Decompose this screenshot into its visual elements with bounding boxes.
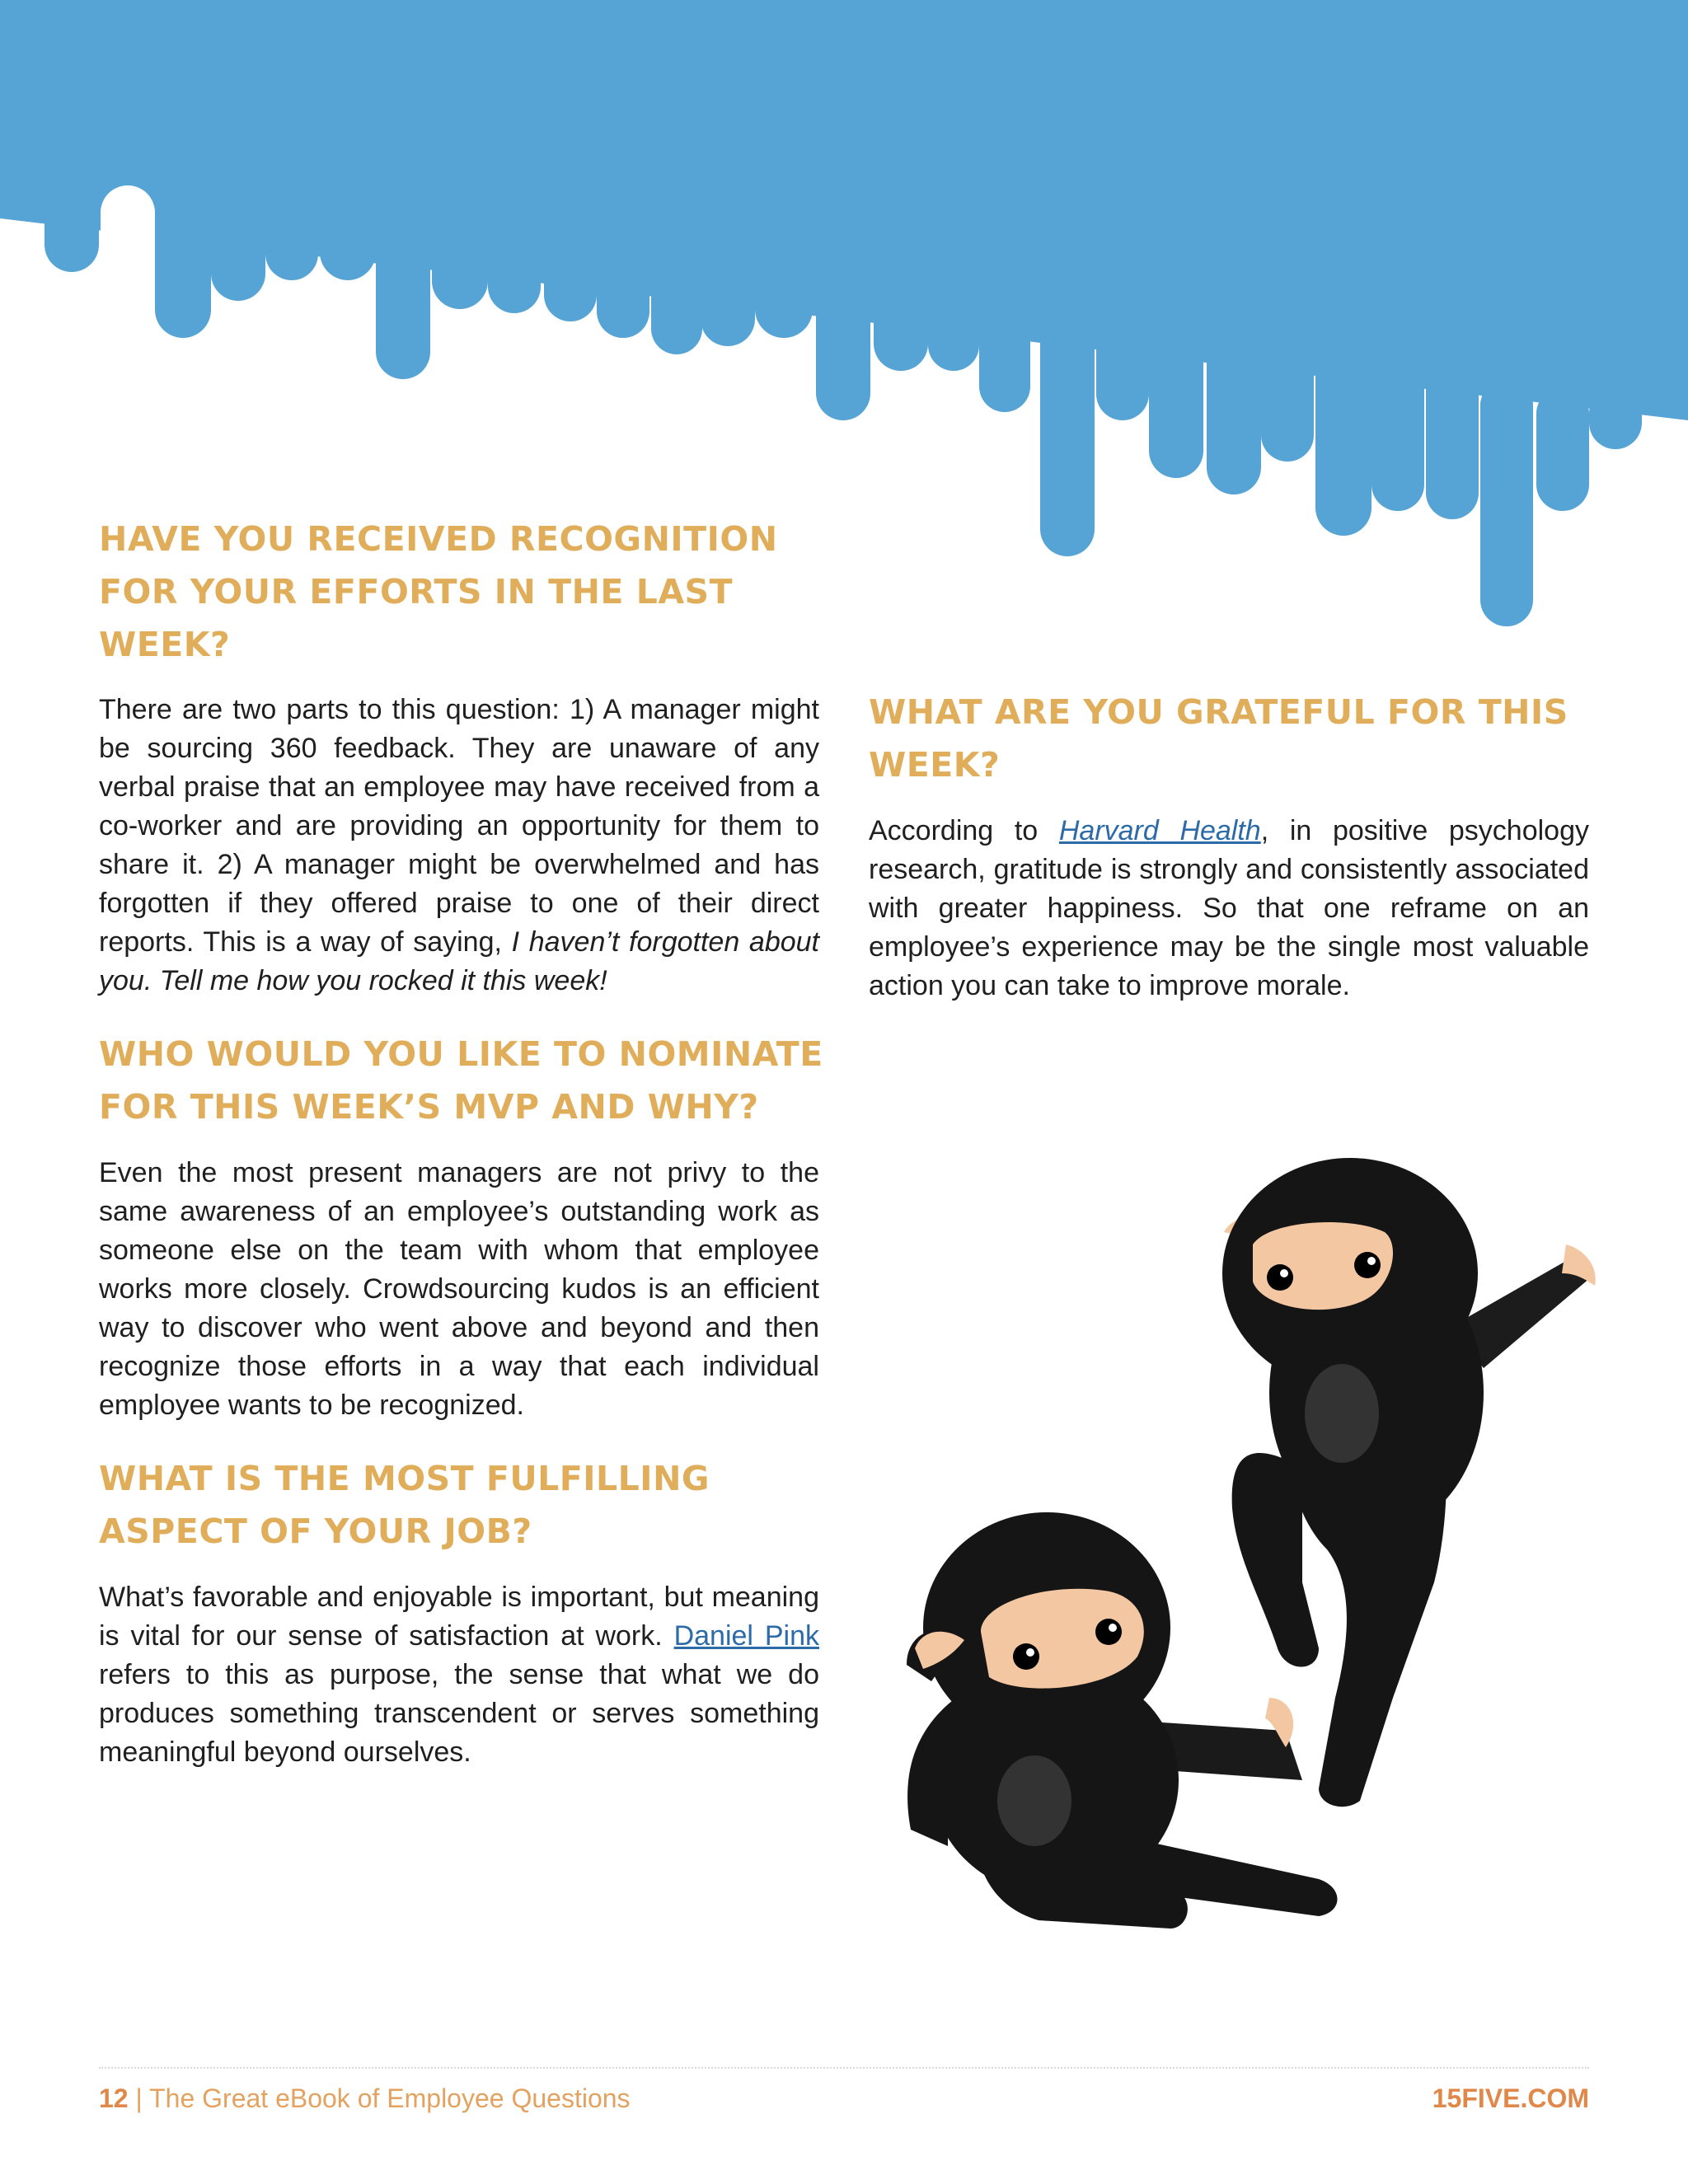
paragraph-text: refers to this as purpose, the sense that what we do produces something transcendent or serves something meaningful beyond ourselves. xyxy=(99,1659,819,1768)
book-title: The Great eBook of Employee Questions xyxy=(149,2083,631,2113)
paragraph-text: According to xyxy=(869,815,1059,846)
heading-nominate xyxy=(99,1028,841,1133)
paragraph-fulfilling xyxy=(99,1578,819,1772)
daniel-pink-link[interactable]: Daniel Pink xyxy=(673,1620,819,1652)
heading-line: HAVE YOU RECEIVED RECOGNITION xyxy=(99,519,778,559)
heading-line: WHO WOULD YOU LIKE TO NOMINATE xyxy=(99,1034,823,1074)
paragraph-text: There are two parts to this question: 1) A manager might be sourcing 360 feedback. They are unaware of any verbal praise that an employee may have received from a co-worker and are providing an opportunity for them to share it. 2) A manager might be overwhelmed and has forgotten if they offered praise to one of their direct reports. This is a way of saying, xyxy=(99,694,819,958)
heading-line: FOR THIS WEEK’S MVP AND WHY? xyxy=(99,1087,759,1127)
page-number: 12 xyxy=(99,2083,129,2113)
heading-fulfilling xyxy=(99,1452,841,1558)
heading-line: FOR YOUR EFFORTS IN THE LAST xyxy=(99,572,734,612)
heading-line: WEEK? xyxy=(869,745,1001,785)
paragraph-text: What’s favorable and enjoyable is important, but meaning is vital for our sense of satisfaction at work. xyxy=(99,1582,819,1652)
heading-line: ASPECT OF YOUR JOB? xyxy=(99,1511,532,1551)
site-link[interactable]: 15FIVE.COM xyxy=(1432,2083,1589,2113)
paragraph-recognition xyxy=(99,691,819,1001)
footer-book-info xyxy=(99,2083,631,2114)
paragraph-italic-quote: I haven’t forgotten about you. Tell me how you rocked it this week! xyxy=(99,926,820,996)
paragraph-text: , in positive psychology research, gratitude is strongly and consistently associated with greater happiness. So that one reframe on an employee’s experience may be the single most valuable action you can take to improve morale. xyxy=(869,815,1589,1001)
footer-divider xyxy=(99,2067,1589,2069)
heading-recognition xyxy=(99,513,841,671)
heading-line: WHAT ARE YOU GRATEFUL FOR THIS xyxy=(869,692,1568,732)
footer-separator: | xyxy=(128,2083,150,2113)
heading-line: WEEK? xyxy=(99,625,231,664)
ninja-pair-illustration-icon xyxy=(857,1121,1599,1970)
paragraph-nominate: Even the most present managers are not privy to the same awareness of an employee’s outstanding work as someone else on the team with whom that employee works more closely. Crowdsourcing kudos is an efficient way to discover who went above and beyond and then recognize those efforts in a way that each individual employee wants to be recognized. xyxy=(99,1157,819,1421)
paragraph-grateful xyxy=(869,812,1589,1005)
heading-line: WHAT IS THE MOST FULFILLING xyxy=(99,1459,710,1498)
heading-grateful xyxy=(869,686,1611,791)
harvard-health-link[interactable]: Harvard Health xyxy=(1058,815,1261,846)
